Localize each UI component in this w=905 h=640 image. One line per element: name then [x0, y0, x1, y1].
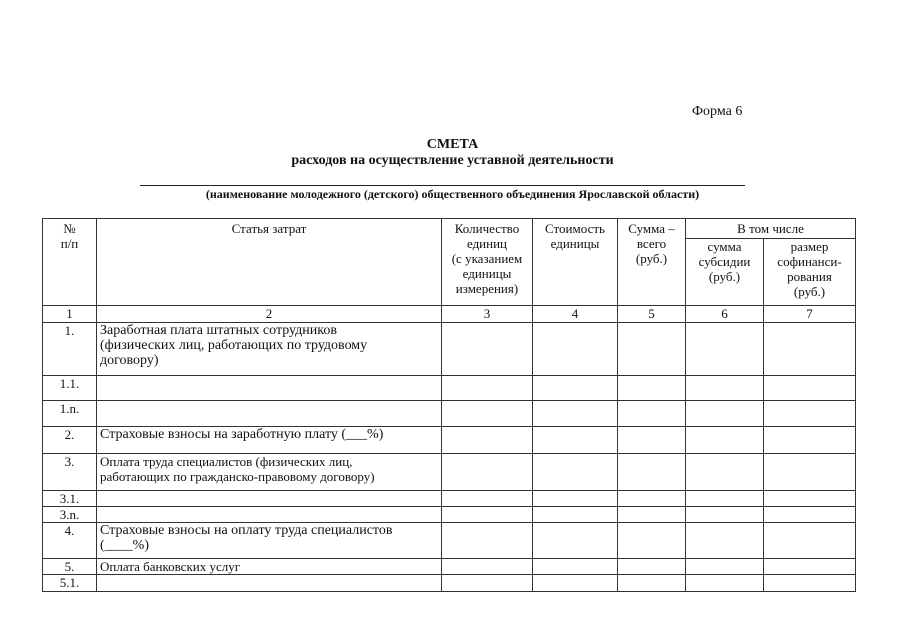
table-row	[43, 376, 856, 401]
table-row	[43, 323, 856, 376]
row-number: 4.	[43, 523, 97, 559]
row-number: 3.1.	[43, 491, 97, 507]
col-number: 6	[686, 306, 764, 323]
row-number: 5.	[43, 559, 97, 575]
col-number: 7	[764, 306, 856, 323]
row-number: 1.1.	[43, 376, 97, 401]
row-number: 2.	[43, 427, 97, 454]
row-number: 5.1.	[43, 575, 97, 592]
col-number: 2	[97, 306, 442, 323]
row-item	[97, 376, 442, 401]
col-number: 1	[43, 306, 97, 323]
row-number: 1.n.	[43, 401, 97, 427]
row-item	[97, 507, 442, 523]
row-item: Страховые взносы на оплату труда специалистов (____%)	[97, 523, 442, 559]
table-row	[43, 559, 856, 575]
row-item	[97, 401, 442, 427]
column-numbers-row	[43, 306, 856, 323]
table-row	[43, 507, 856, 523]
header-qty: Количество единиц (с указанием единицы измерения)	[442, 219, 533, 306]
row-item: Заработная плата штатных сотрудников (физических лиц, работающих по трудовому договору)	[97, 323, 442, 376]
header-item: Статья затрат	[97, 219, 442, 306]
row-item	[97, 491, 442, 507]
header-cofinancing: размер софинанси- рования (руб.)	[764, 239, 856, 306]
organization-name-line	[140, 185, 745, 186]
table-row	[43, 401, 856, 427]
row-item: Страховые взносы на заработную плату (___%)	[97, 427, 442, 454]
col-number: 5	[618, 306, 686, 323]
header-total: Сумма – всего (руб.)	[618, 219, 686, 306]
table-row	[43, 491, 856, 507]
row-item: Оплата банковских услуг	[97, 559, 442, 575]
document-title: СМЕТА	[426, 137, 479, 152]
estimate-table	[42, 218, 856, 592]
row-item: Оплата труда специалистов (физических лиц, работающих по гражданско-правовому договору)	[97, 454, 442, 491]
header-cost: Стоимость единицы	[533, 219, 618, 306]
header-num: № п/п	[43, 219, 97, 306]
header-subsidy: сумма субсидии (руб.)	[686, 239, 764, 306]
row-number: 1.	[43, 323, 97, 376]
table-row	[43, 454, 856, 491]
header-including: В том числе	[686, 219, 856, 239]
col-number: 4	[533, 306, 618, 323]
form-number-label: Форма 6	[692, 104, 743, 119]
row-item	[97, 575, 442, 592]
table-row	[43, 523, 856, 559]
document-subtitle: расходов на осуществление уставной деятельности	[291, 153, 614, 168]
row-number: 3.n.	[43, 507, 97, 523]
table-row	[43, 575, 856, 592]
organization-name-caption: (наименование молодежного (детского) общественного объединения Ярославской области)	[205, 187, 700, 201]
row-number: 3.	[43, 454, 97, 491]
col-number: 3	[442, 306, 533, 323]
table-row	[43, 427, 856, 454]
